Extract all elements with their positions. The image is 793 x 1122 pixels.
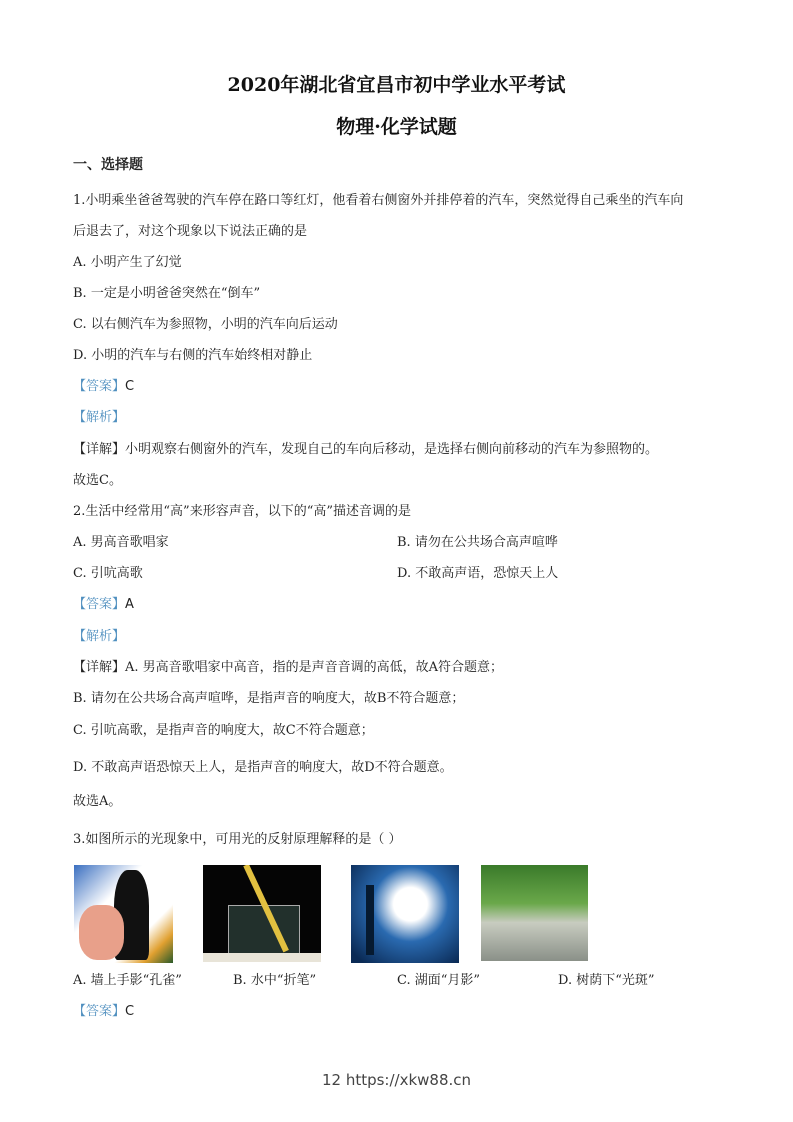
q3-caption-d: D. 树荫下“光斑” <box>558 973 655 988</box>
q1-analysis-tag: 【解析】 <box>73 410 126 425</box>
answer-tag: 【答案】 <box>73 379 126 394</box>
q2-option-c: C. 引吭高歌 <box>73 566 143 581</box>
q2-option-d: D. 不敢高声语，恐惊天上人 <box>397 566 559 581</box>
q1-stem: 1.小明乘坐爸爸驾驶的汽车停在路口等红灯，他看着右侧窗外并排停着的汽车，突然觉得自己乘坐的汽车向 <box>73 193 684 208</box>
q1-conclusion: 故选C。 <box>73 473 122 488</box>
tree-shade-image <box>481 865 588 961</box>
detail-tag: 【详解】 <box>73 442 126 457</box>
q1-stem-cont: 后退去了，对这个现象以下说法正确的是 <box>73 224 308 239</box>
q2-answer <box>73 597 134 613</box>
q3-stem: 3.如图所示的光现象中，可用光的反射原理解释的是（ ） <box>73 832 402 847</box>
answer-tag: 【答案】 <box>73 597 126 612</box>
detail-text: 小明观察右侧窗外的汽车，发现自己的车向后移动，是选择右侧向前移动的汽车为参照物的。 <box>125 442 659 457</box>
page-subtitle: 物理·化学试题 <box>336 116 457 138</box>
q1-option-c: C. 以右侧汽车为参照物，小明的汽车向后运动 <box>73 317 338 332</box>
detail-tag: 【详解】 <box>73 660 126 675</box>
q1-option-b: B. 一定是小明爸爸突然在“倒车” <box>73 286 261 301</box>
q2-stem: 2.生活中经常用“高”来形容声音，以下的“高”描述音调的是 <box>73 504 411 519</box>
q2-conclusion: 故选A。 <box>73 794 122 809</box>
page-footer: 12 https://xkw88.cn <box>321 1071 472 1089</box>
moon-reflection-image <box>351 865 459 963</box>
q2-analysis-tag: 【解析】 <box>73 629 126 644</box>
q1-option-a: A. 小明产生了幻觉 <box>73 255 182 270</box>
q2-detail-d: D. 不敢高声语恐惊天上人，是指声音的响度大，故D不符合题意。 <box>73 760 453 775</box>
pencil-in-water-image <box>203 865 321 962</box>
q1-detail <box>73 442 658 458</box>
q2-detail-b: B. 请勿在公共场合高声喧哗，是指声音的响度大，故B不符合题意； <box>73 691 465 706</box>
answer-value: C <box>125 1004 135 1019</box>
q2-detail-c: C. 引吭高歌，是指声音的响度大，故C不符合题意； <box>73 723 374 738</box>
answer-value: A <box>125 597 134 612</box>
q2-option-a: A. 男高音歌唱家 <box>73 535 169 550</box>
answer-tag: 【答案】 <box>73 1004 126 1019</box>
detail-text: A. 男高音歌唱家中高音，指的是声音音调的高低，故A符合题意； <box>125 660 504 675</box>
answer-value: C <box>125 379 135 394</box>
q3-caption-b: B. 水中“折笔” <box>233 973 317 988</box>
q1-answer <box>73 379 134 395</box>
q1-option-d: D. 小明的汽车与右侧的汽车始终相对静止 <box>73 348 313 363</box>
q2-detail <box>73 660 503 676</box>
q3-caption-c: C. 湖面“月影” <box>397 973 481 988</box>
page-title: 2020年湖北省宜昌市初中学业水平考试 <box>227 74 566 96</box>
q3-answer <box>73 1004 134 1020</box>
q2-option-b: B. 请勿在公共场合高声喧哗 <box>397 535 558 550</box>
q3-caption-a: A. 墙上手影“孔雀” <box>73 973 182 988</box>
section-heading: 一、选择题 <box>73 157 143 173</box>
hand-shadow-image <box>74 865 173 963</box>
